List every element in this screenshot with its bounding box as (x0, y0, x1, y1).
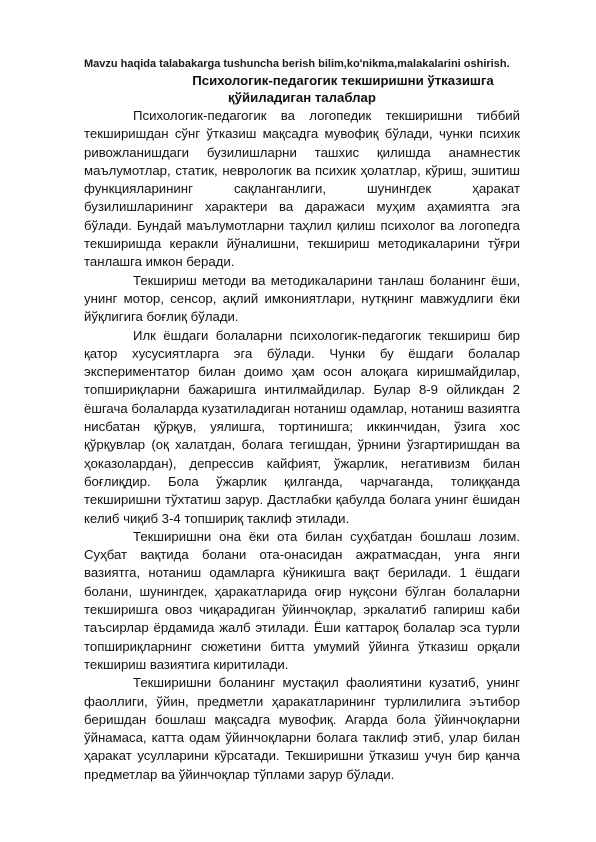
paragraph: Текширишни боланинг мустақил фаолиятини кузатиб, унинг фаоллиги, ўйин, предметли ҳаракатларининг турлилилига эътибор беришдан бошлаш мақсадга мувофиқ. Агарда бола ўйинчоқларни ўйнамаса, катта одам ўйинчоқларни болага таклиф этиб, улар билан ҳаракат усулларини кўрсатади. Текширишни ўтказиш учун бир қанча предметлар ва ўйинчоқлар тўплами зарур бўлади. (84, 675, 520, 782)
document-body (84, 107, 520, 784)
paragraph: Илк ёшдаги болаларни психологик-педагогик текшириш бир қатор хусусиятларга эга бўлади. Чунки бу ёшдаги болалар экспериментатор билан доимо ҳам осон алоқага киришмайдилар, топшириқларни бажаришга интилмайдилар. Булар 8-9 ойликдан 2 ёшгача болаларда кузатиладиган нотаниш одамлар, нотаниш вазиятга нисбатан қўрқув, уялишга, тортинишга; иккинчидан, ўзига хос қўрқувлар (оқ халатдан, болага тегишдан, ўрнини ўзгартиришдан ва ҳоказолардан), депрессив кайфият, ўжарлик, негативизм билан боғлиқдир. Бола ўжарлик қилганда, чарчаганда, толиққанда текширишни тўхтатиш зарур. Дастлабки қабулда болага унинг ёшидан келиб чиқиб 3-4 топшириқ таклиф этилади. (84, 327, 520, 526)
paragraph: Текшириш методи ва методикаларини танлаш боланинг ёши, унинг мотор, сенсор, ақлий имкониятлари, нутқнинг мавжудлиги ёки йўқлигига боғлиқ бўлади. (84, 272, 520, 325)
paragraph: Психологик-педагогик ва логопедик текширишни тиббий текширишдан сўнг ўтказиш мақсадга мувофиқ бўлади, чунки психик ривожланишдаги бузилишларни ташхис қилишда анамнестик маълумотлар, статик, неврологик ва психик ҳолатлар, кўриш, эшитиш функцияларининг сақланганлиги, шунингдек ҳаракат бузилишларининг характери ва даражаси муҳим аҳамиятга эга бўлади. Бундай маълумотларни таҳлил қилиш психолог ва логопедга текширишда керакли йўналишни, текшириш методикаларини тўғри танлашга имкон беради. (84, 108, 520, 270)
title-line-2: қўйиладиган талаблар (228, 90, 376, 105)
paragraph: Текширишни она ёки ота билан суҳбатдан бошлаш лозим. Суҳбат вақтида болани ота-онасидан ажратмасдан, унга янги вазиятга, нотаниш одамларга кўникишга вақт берилади. 1 ёшдаги болани, шунингдек, ҳаракатларида оғир нуқсони бўлган болаларни текширишга овоз чиқарадиган ўйинчоқлар, эркалатиб гапириш каби таъсирлар ёрдамида жалб этилади. Ёши каттароқ болалар эса турли топшириқларнинг сюжетини битта умумий ўйинга ўтказиш орқали текшириш вазиятига киритилади. (84, 528, 520, 672)
topic-line: Mavzu haqida talabakarga tushuncha berish bilim,ko'nikma,malakalarini oshirish. (84, 58, 510, 70)
title-line-1: Психологик-педагогик текширишни ўтказишга (192, 73, 494, 88)
